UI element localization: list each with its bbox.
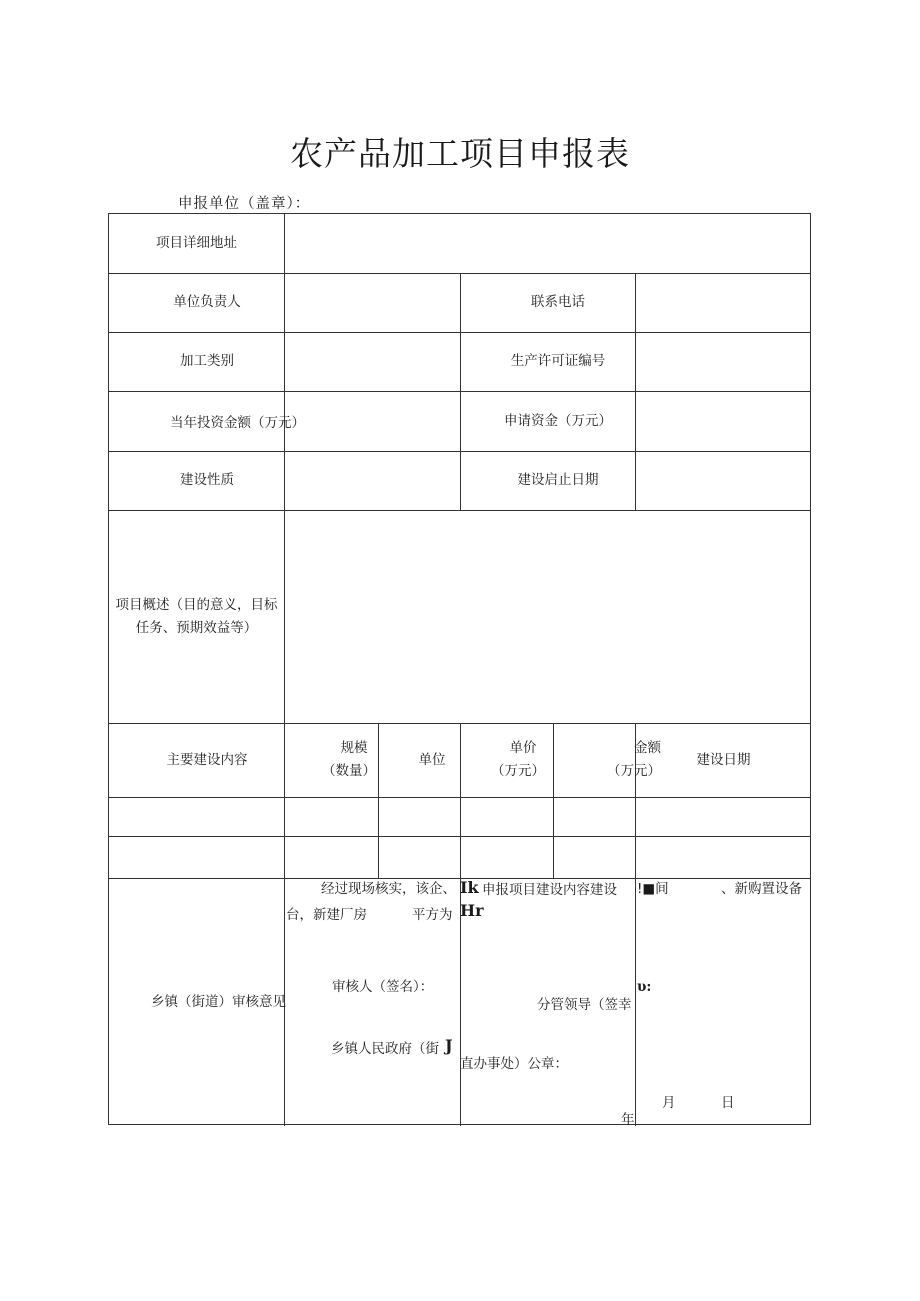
nature-field[interactable] <box>285 452 460 510</box>
review-j-text: J <box>445 1036 453 1055</box>
overview-field[interactable] <box>285 511 811 723</box>
month-label: 月 <box>662 1095 676 1111</box>
amount-header-line2: （万元） <box>607 763 661 779</box>
review-verify-text: 经过现场核实，该企、 <box>321 881 456 897</box>
leader-label: 单位负责人 <box>173 294 241 310</box>
address-label: 项目详细地址 <box>156 235 237 251</box>
price-header-line1: 单价 <box>509 740 537 756</box>
office-seal-label: 直办事处）公章： <box>460 1056 568 1072</box>
gov-seal-label: 乡镇人民政府（街 <box>331 1041 439 1057</box>
leader-sign-label: 分管领导（签幸 <box>537 997 632 1013</box>
review-v-text: υ: <box>637 979 652 995</box>
nature-label: 建设性质 <box>180 472 234 488</box>
reviewer-sign-label: 审核人（签名）： <box>332 979 434 995</box>
scale-header-line1: 规模 <box>340 740 368 756</box>
main-construction-label: 主要建设内容 <box>166 751 248 768</box>
dates-field[interactable] <box>636 452 811 510</box>
date-header: 建设日期 <box>696 751 751 768</box>
overview-label-line2: 任务、预期效益等） <box>135 619 258 636</box>
phone-label: 联系电话 <box>531 294 585 310</box>
leader-field[interactable] <box>285 274 460 332</box>
scale-header-line2: （数量） <box>322 763 376 779</box>
investment-field[interactable] <box>285 392 460 451</box>
review-tai-text: 台，新建厂房 <box>286 907 367 923</box>
review-label: 乡镇（街道）审核意见 <box>151 993 286 1010</box>
review-excl-text: !■间 <box>637 881 669 897</box>
applicant-unit-label: 申报单位（盖章）： <box>178 196 311 212</box>
address-field[interactable] <box>285 214 811 273</box>
review-area-text: 平方为 <box>412 907 453 923</box>
license-field[interactable] <box>636 333 811 391</box>
dates-label: 建设启止日期 <box>517 472 599 488</box>
table-row[interactable] <box>109 798 811 836</box>
phone-field[interactable] <box>636 274 811 332</box>
license-label: 生产许可证编号 <box>510 353 606 369</box>
review-ik-text: Ik <box>460 878 479 897</box>
amount-header-line1: 金额 <box>634 740 661 756</box>
category-field[interactable] <box>285 333 460 391</box>
category-label: 加工类别 <box>180 353 234 369</box>
price-header-line2: （万元） <box>491 763 545 779</box>
review-hr-text: Hr <box>460 901 484 920</box>
apply-fund-field[interactable] <box>636 392 811 451</box>
review-purchase-text: 、新购置设备 <box>721 881 802 897</box>
unit-header: 单位 <box>418 751 446 768</box>
investment-label: 当年投资金额（万元） <box>170 414 305 431</box>
overview-label-line1: 项目概述（目的意义，目标 <box>115 596 278 613</box>
application-table <box>108 213 811 1128</box>
apply-fund-label: 申请资金（万元） <box>504 412 612 429</box>
form-title: 农产品加工项目申报表 <box>290 134 630 173</box>
table-row[interactable] <box>109 837 811 878</box>
review-declare-text: 申报项目建设内容建设 <box>482 882 617 898</box>
year-label: 年 <box>621 1112 635 1128</box>
overview-label <box>109 510 284 723</box>
day-label: 日 <box>721 1095 735 1111</box>
